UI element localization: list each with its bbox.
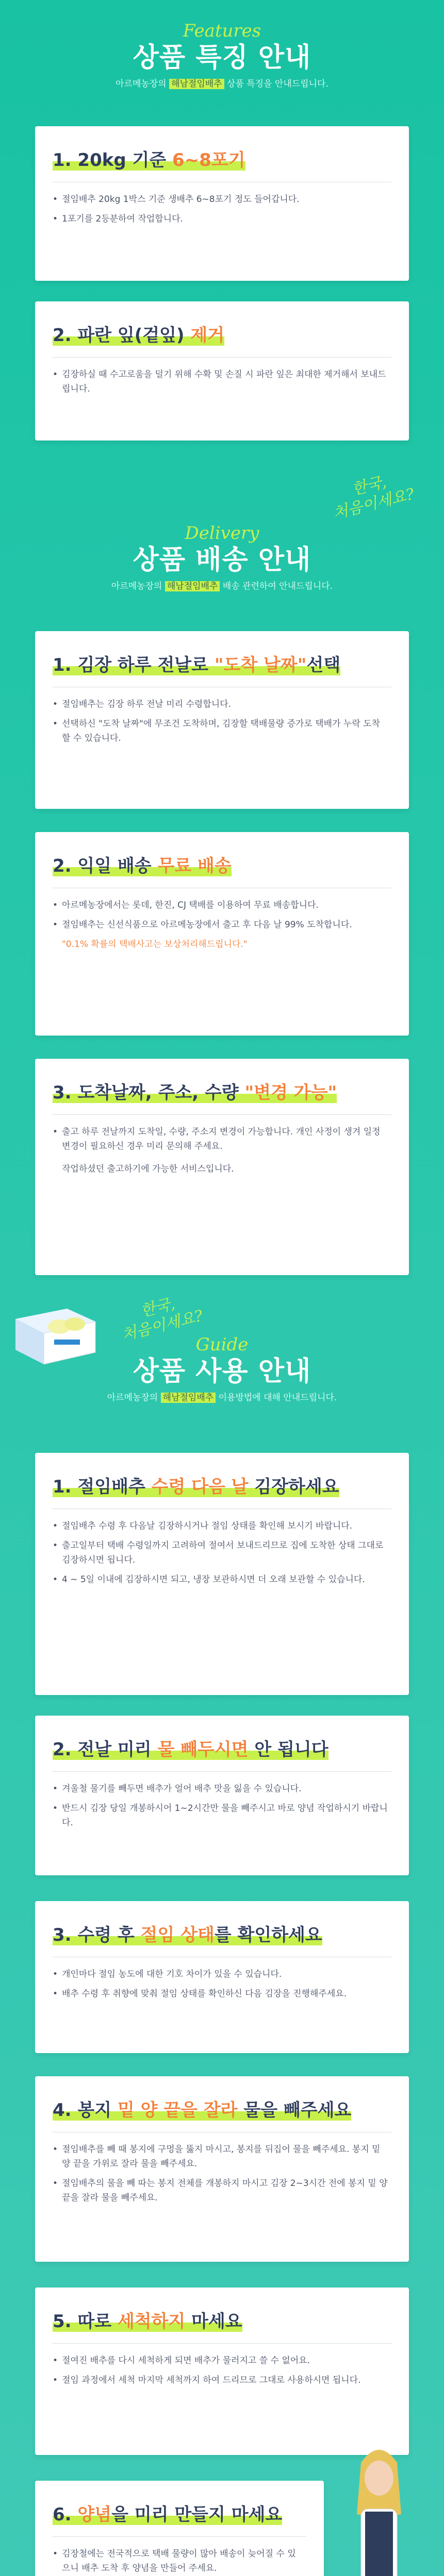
card-item: • 김장철에는 전국적으로 택배 물량이 많아 배송이 늦어질 수 있으니 배추 도착 후 양념을 만들어 주세요. <box>53 2547 303 2575</box>
guide-card-drain <box>35 1716 409 1875</box>
card-item: • 절여진 배추를 다시 세척하게 되면 배추가 물러지고 쓸 수 없어요. <box>53 2353 388 2368</box>
card-heading: 3. 도착날짜, 주소, 수량 "변경 가능" <box>53 1082 337 1103</box>
card-plain: 작업하셨던 출고하기에 가능한 서비스입니다. <box>62 1164 234 1174</box>
card-heading: 1. 절임배추 수령 다음 날 김장하세요 <box>53 1477 339 1497</box>
guide-card-seasoning <box>35 2481 324 2576</box>
card-item: • 1포기를 2등분하여 작업합니다. <box>53 212 388 226</box>
features-subtitle <box>0 77 444 91</box>
guide-card-bag <box>35 2076 409 2262</box>
card-item: • 개인마다 절임 농도에 대한 기호 차이가 있을 수 있습니다. <box>53 1967 388 1981</box>
card-heading: 4. 봉지 밑 양 끝을 잘라 물을 빼주세요 <box>53 2100 352 2121</box>
card-item: • 출고일부터 택배 수령일까지 고려하여 절여서 보내드리므로 집에 도착한 상태 그대로 김장하시면 됩니다. <box>53 1538 388 1567</box>
card-item: • 배추 수령 후 취향에 맞춰 절임 상태를 확인하신 다음 김장을 진행해주세요. <box>53 1987 388 2001</box>
card-item: • 선택하신 "도착 날짜"에 무조건 도착하며, 김장할 택배물량 증가로 택배가 누락 도착할 수 있습니다. <box>53 717 388 745</box>
guide-card-check <box>35 1901 409 2053</box>
card-item: • 출고 하루 전날까지 도착일, 수량, 주소지 변경이 가능합니다. 개인 사정이 생겨 일정 변경이 필요하신 경우 미리 문의해 주세요. <box>53 1125 388 1154</box>
card-item: • 아르메농장에서는 롯데, 한진, CJ 택배를 이용하여 무료 배송합니다. <box>53 898 388 912</box>
guide-title: 상품 사용 안내 <box>133 1356 311 1387</box>
delivery-handwriting: 한국, 처음이세요? <box>331 472 417 523</box>
features-sub-post: 상품 특징을 안내드립니다. <box>227 79 328 89</box>
card-item: • 절임배추 수령 후 다음날 김장하시거나 절임 상태를 확인해 보시기 바랍니다. <box>53 1519 388 1533</box>
guide-subtitle: 아르메농장의 해남절임배추 이용방법에 대해 안내드립니다. <box>107 1393 337 1403</box>
delivery-subtitle: 아르메농장의 해남절임배추 배송 관련하여 안내드립니다. <box>111 581 333 591</box>
guide-header <box>0 1334 444 1404</box>
card-heading: 2. 파란 잎(겉잎) 제거 <box>53 325 225 346</box>
delivery-card-free <box>35 832 409 1036</box>
delivery-deco: Delivery <box>185 523 259 544</box>
card-item: • 반드시 김장 당일 개봉하시어 1~2시간만 물을 빼주시고 바로 양념 작업하시기 바랍니다. <box>53 1801 388 1830</box>
delivery-card-change <box>35 1059 409 1275</box>
card-item: • 절임배추는 신선식품으로 아르메농장에서 출고 후 다음 날 99% 도착합니다. <box>53 918 388 932</box>
features-header <box>0 21 444 91</box>
card-item: • 겨울철 물기를 빼두면 배추가 얼어 배추 맛을 잃을 수 있습니다. <box>53 1782 388 1796</box>
card-item: • 절임배추의 물을 빼 따는 봉지 전체를 개봉하지 마시고 김장 2~3시간 전에 봉지 밑 양 끝을 잘라 물을 빼주세요. <box>53 2176 388 2205</box>
card-heading: 6. 양념을 미리 만들지 마세요 <box>53 2504 283 2525</box>
guide-card-wash <box>35 2287 409 2455</box>
card-heading: 2. 전날 미리 물 빼두시면 안 됩니다 <box>53 1739 328 1760</box>
delivery-card-date <box>35 631 409 809</box>
woman-illustration <box>340 2442 418 2576</box>
guide-handwriting: 한국, 처음이세요? <box>120 1294 205 1345</box>
card-heading: 5. 따로 세척하지 마세요 <box>53 2311 242 2332</box>
card-item: • 절임배추를 빼 때 봉지에 구멍을 뚫지 마시고, 봉지를 뒤집어 물을 빼주세요. 봉지 밑 양 끝을 가위로 잘라 물을 빼주세요. <box>53 2142 388 2171</box>
card-item: • 절임배추는 김장 하루 전날 미리 수령합니다. <box>53 697 388 711</box>
features-sub-highlight: 해남절임배추 <box>169 79 224 89</box>
features-title: 상품 특징 안내 <box>133 42 311 73</box>
guide-card-kimjang <box>35 1453 409 1695</box>
card-note: "0.1% 확률의 택배사고는 보상처리해드립니다." <box>62 939 248 950</box>
card-item: • 절임 과정에서 세척 마지막 세척까지 하여 드리므로 그대로 사용하시면 됩니다. <box>53 2373 388 2387</box>
guide-deco: Guide <box>195 1334 249 1355</box>
card-heading: 1. 김장 하루 전날로 "도착 날짜"선택 <box>53 655 341 675</box>
features-deco: Features <box>183 21 261 41</box>
card-heading: 1. 20kg 기준 6~8포기 <box>53 150 245 171</box>
card-item: • 김장하실 때 수고로움을 덜기 위해 수확 및 손질 시 파란 잎은 최대한 제거해서 보내드립니다. <box>53 367 388 396</box>
feature-card-leaves <box>35 301 409 440</box>
card-heading: 3. 수령 후 절임 상태를 확인하세요 <box>53 1925 322 1945</box>
features-sub-pre: 아르메농장의 <box>116 79 167 89</box>
card-heading: 2. 익일 배송 무료 배송 <box>53 856 232 876</box>
card-item: • 절임배추 20kg 1박스 기준 생배추 6~8포기 정도 들어갑니다. <box>53 192 388 207</box>
delivery-header <box>0 523 444 593</box>
feature-card-weight <box>35 126 409 281</box>
delivery-title: 상품 배송 안내 <box>133 545 311 575</box>
card-item: • 4 ~ 5일 이내에 김장하시면 되고, 냉장 보관하시면 더 오래 보관할 수 있습니다. <box>53 1572 388 1587</box>
